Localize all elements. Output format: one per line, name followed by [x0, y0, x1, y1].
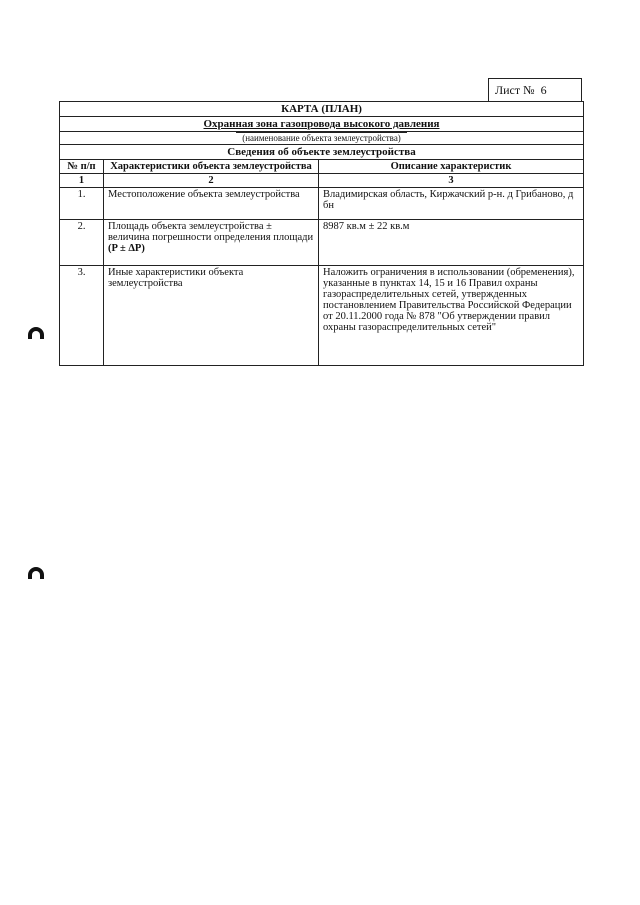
row-characteristic-formula: (P ± ΔP) [108, 243, 145, 254]
section-title: Сведения об объекте землеустройства [60, 145, 584, 160]
header-num: № п/п [60, 160, 104, 174]
table-row [60, 266, 584, 366]
index-cell-1: 1 [60, 174, 104, 188]
header-description: Описание характеристик [319, 160, 584, 174]
row-characteristic-text: Площадь объекта землеустройства ± величина погрешности определения площади [108, 221, 314, 243]
object-caption: (наименование объекта землеустройства) [236, 132, 407, 143]
row-num: 3. [60, 266, 104, 366]
object-name: Охранная зона газопровода высокого давления [60, 117, 584, 132]
row-description: Владимирская область, Киржачский р-н. д Грибаново, д бн [319, 188, 584, 220]
table-row [60, 220, 584, 266]
sheet-label: Лист № [495, 83, 535, 97]
table-row [60, 188, 584, 220]
punch-hole-mark-top [28, 327, 44, 339]
index-cell-2: 2 [104, 174, 319, 188]
punch-hole-mark-bottom [28, 567, 44, 579]
row-num: 1. [60, 188, 104, 220]
header-characteristic: Характеристики объекта землеустройства [104, 160, 319, 174]
index-cell-3: 3 [319, 174, 584, 188]
row-characteristic: Иные характеристики объекта землеустройства [104, 266, 319, 366]
document-title: КАРТА (ПЛАН) [60, 102, 584, 117]
row-num: 2. [60, 220, 104, 266]
land-object-table [59, 101, 584, 366]
row-characteristic [104, 220, 319, 266]
row-characteristic: Местоположение объекта землеустройства [104, 188, 319, 220]
row-description: Наложить ограничения в использовании (обременения), указанные в пунктах 14, 15 и 16 Правил охраны газораспределительных сетей, утвержденных постановлением Правительства Российской Федерации от 20.11.2000 года № 878 "Об утверждении правил охраны газораспределительных сетей" [319, 266, 584, 366]
sheet-number: 6 [540, 83, 547, 97]
sheet-number-box [488, 78, 582, 101]
row-description: 8987 кв.м ± 22 кв.м [319, 220, 584, 266]
